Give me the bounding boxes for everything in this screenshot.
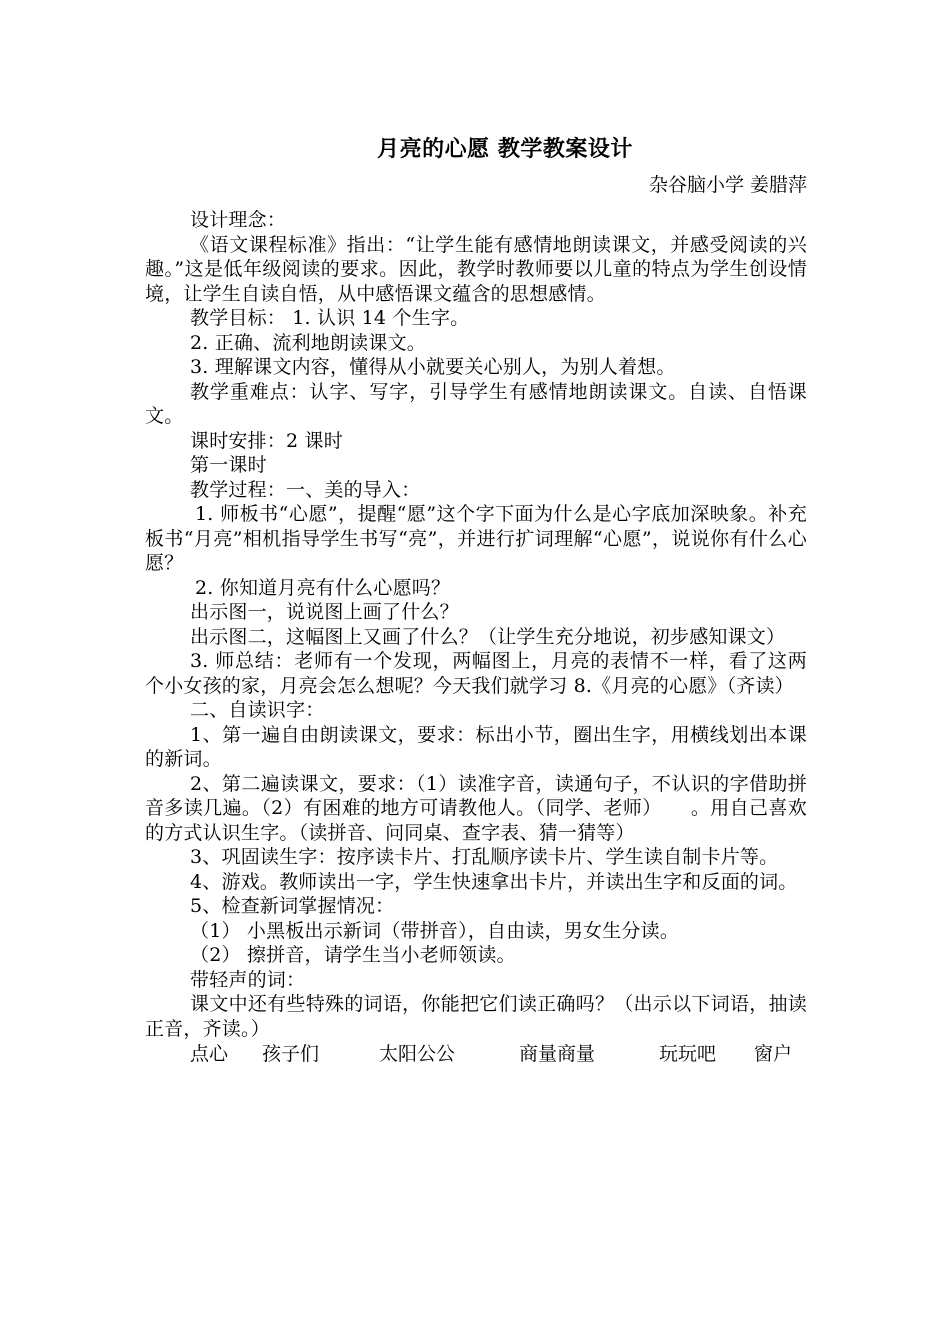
paragraph: 《语文课程标准》指出：“让学生能有感情地朗读课文，并感受阅读的兴趣。”这是低年级阅读的要求。因此，教学时教师要以儿童的特点为学生创设情境，让学生自读自悟，从中感悟课文蕴含的思想感情。 (145, 233, 807, 305)
document-author: 杂谷脑小学 姜腊萍 (648, 174, 807, 196)
document-page (145, 132, 807, 1067)
paragraph: 二、自读识字： (190, 699, 325, 721)
word-item: 窗户 (754, 1043, 793, 1065)
document-title: 月亮的心愿 教学教案设计 (377, 136, 633, 162)
paragraph: 3. 理解课文内容，懂得从小就要关心别人，为别人着想。 (190, 356, 676, 378)
paragraph: 2. 你知道月亮有什么心愿吗？ (195, 576, 451, 599)
paragraph: 2、第二遍读课文，要求：（1）读准字音，读通句子，不认识的字借助拼音多读几遍。（2）有困难的地方可请教他人。（同学、老师） 。用自己喜欢的方式认识生字。（读拼音、问同桌、查字表、猜一猜等） (145, 772, 807, 844)
paragraph: 1. 师板书“心愿”，提醒“愿”这个字下面为什么是心字底加深映象。补充板书“月亮”相机指导学生书写“亮”，并进行扩词理解“心愿”，说说你有什么心愿？ (145, 503, 807, 574)
paragraph: 3、巩固读生字：按序读卡片、打乱顺序读卡片、学生读自制卡片等。 (190, 846, 779, 868)
word-item: 孩子们 (262, 1043, 320, 1065)
paragraph: 带轻声的词： (190, 968, 306, 991)
word-item: 商量商量 (519, 1043, 596, 1065)
paragraph: 出示图一，说说图上画了什么？ (190, 601, 459, 623)
paragraph: 课文中还有些特殊的词语，你能把它们读正确吗？（出示以下词语，抽读正音，齐读。） (145, 993, 807, 1040)
paragraph: 教学过程：一、美的导入： (190, 478, 421, 501)
word-item: 玩玩吧 (659, 1043, 717, 1065)
paragraph: 设计理念： (190, 209, 287, 231)
neutral-tone-word-list (145, 1041, 807, 1067)
paragraph: 教学重难点：认字、写字，引导学生有感情地朗读课文。自读、自悟课文。 (145, 380, 807, 427)
paragraph: （2） 擦拼音，请学生当小老师领读。 (190, 944, 516, 966)
paragraph: 3. 师总结：老师有一个发现，两幅图上，月亮的表情不一样，看了这两个小女孩的家，月亮会怎么想呢？今天我们就学习 8.《月亮的心愿》（齐读） (145, 650, 807, 697)
word-item: 太阳公公 (379, 1043, 456, 1065)
paragraph: （1） 小黑板出示新词（带拼音），自由读，男女生分读。 (190, 919, 680, 942)
paragraph: 课时安排：2 课时 (190, 429, 343, 452)
paragraph: 4、游戏。教师读出一字，学生快速拿出卡片，并读出生字和反面的词。 (190, 870, 798, 893)
word-item: 点心 (190, 1043, 229, 1065)
paragraph: 教学目标： 1. 认识 14 个生字。 (190, 307, 470, 329)
paragraph: 出示图二，这幅图上又画了什么？（让学生充分地说，初步感知课文） (190, 625, 786, 648)
paragraph: 2. 正确、流利地朗读课文。 (190, 331, 426, 354)
paragraph: 1、第一遍自由朗读课文，要求：标出小节，圈出生字，用横线划出本课的新词。 (145, 723, 807, 770)
paragraph: 第一课时 (190, 454, 267, 476)
paragraph: 5、检查新词掌握情况： (190, 895, 395, 917)
